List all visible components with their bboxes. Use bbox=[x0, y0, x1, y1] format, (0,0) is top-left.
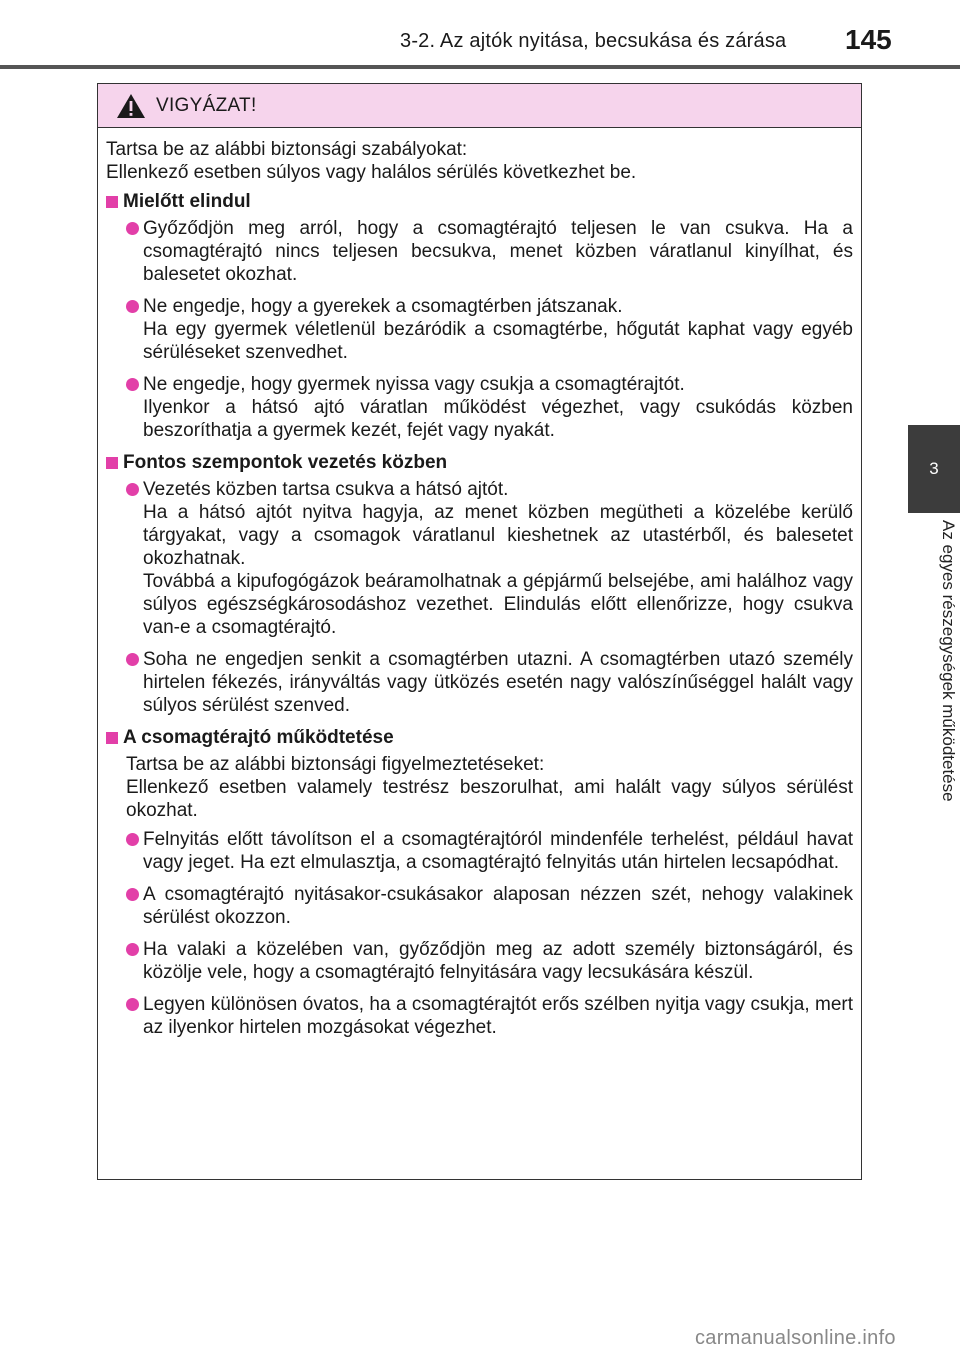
intro-line: Tartsa be az alábbi biztonsági szabályokat: bbox=[106, 139, 468, 160]
chapter-number: 3 bbox=[929, 459, 939, 478]
circle-bullet-icon bbox=[126, 653, 139, 666]
warning-intro bbox=[106, 138, 853, 184]
square-bullet-icon bbox=[106, 732, 118, 744]
chapter-label: Az egyes részegységek működtetése bbox=[939, 520, 958, 802]
list-item bbox=[106, 217, 853, 286]
intro-line: Ellenkező esetben súlyos vagy halálos sérülés következhet be. bbox=[106, 162, 637, 183]
header-title: 3-2. Az ajtók nyitása, becsukása és zárása bbox=[400, 30, 787, 52]
square-bullet-icon bbox=[106, 196, 118, 208]
section-title: Mielőtt elindul bbox=[123, 191, 251, 212]
note-line: Tartsa be az alábbi biztonsági figyelmeztetéseket: bbox=[126, 754, 545, 775]
list-item-text: Ilyenkor a hátsó ajtó váratlan működést végezhet, vagy csukódás közben beszoríthatja a gyermek kezét, fejét vagy nyakát. bbox=[143, 397, 853, 441]
warning-box bbox=[97, 83, 862, 1180]
chapter-tab bbox=[908, 425, 960, 513]
header-divider bbox=[0, 65, 960, 69]
list-item bbox=[106, 828, 853, 874]
list-item-text: Ha egy gyermek véletlenül bezáródik a csomagtérbe, hőgutát kaphat vagy egyéb sérüléseket szenvedhet. bbox=[143, 319, 853, 363]
square-bullet-icon bbox=[106, 457, 118, 469]
section-title: Fontos szempontok vezetés közben bbox=[123, 452, 448, 473]
list-item bbox=[106, 478, 853, 639]
section-note bbox=[106, 753, 853, 822]
list-item-text: Vezetés közben tartsa csukva a hátsó ajtót. bbox=[143, 479, 509, 500]
list-item-text: Ne engedje, hogy gyermek nyissa vagy csukja a csomagtérajtót. bbox=[143, 374, 685, 395]
circle-bullet-icon bbox=[126, 998, 139, 1011]
page-number: 145 bbox=[845, 24, 892, 55]
list-item-text: Továbbá a kipufogógázok beáramolhatnak a gépjármű belsejébe, ami halálhoz vagy súlyos egészségkárosodáshoz vezethet. Elindulás előtt ellenőrizze, hogy csukva van-e a csomagtérajtó. bbox=[143, 571, 853, 638]
list-item bbox=[106, 295, 853, 364]
list-item-text: Ha a hátsó ajtót nyitva hagyja, az menet közben megütheti a közelébe kerülő tárgyakat, vagy a csomagok váratlanul kieshetnek az utastérből, és balesetet okozhatnak. bbox=[143, 502, 853, 569]
list-item-text: Győződjön meg arról, hogy a csomagtérajtó teljesen le van csukva. Ha a csomagtérajtó nincs teljesen becsukva, menet közben váratlanul kinyílhat, és balesetet okozhat. bbox=[143, 218, 853, 285]
list-item bbox=[106, 938, 853, 984]
list-item bbox=[106, 993, 853, 1039]
list-item bbox=[106, 648, 853, 717]
circle-bullet-icon bbox=[126, 943, 139, 956]
section-heading bbox=[106, 190, 853, 213]
list-item-text: Soha ne engedjen senkit a csomagtérben utazni. A csomagtérben utazó személy hirtelen fékezés, irányváltás vagy ütközés esetén nagy valószínűséggel halált vagy súlyos sérülést szenved. bbox=[143, 649, 853, 716]
list-item-text: A csomagtérajtó nyitásakor-csukásakor alaposan nézzen szét, nehogy valakinek sérülést okozzon. bbox=[143, 884, 853, 928]
section-title: A csomagtérajtó működtetése bbox=[123, 727, 394, 748]
warning-title: VIGYÁZAT! bbox=[156, 94, 257, 116]
circle-bullet-icon bbox=[126, 378, 139, 391]
note-line: Ellenkező esetben valamely testrész beszorulhat, ami halált vagy súlyos sérülést okozhat. bbox=[126, 777, 853, 821]
circle-bullet-icon bbox=[126, 833, 139, 846]
section-heading bbox=[106, 726, 853, 749]
circle-bullet-icon bbox=[126, 483, 139, 496]
warning-header bbox=[98, 84, 861, 128]
circle-bullet-icon bbox=[126, 222, 139, 235]
list-item bbox=[106, 883, 853, 929]
circle-bullet-icon bbox=[126, 300, 139, 313]
circle-bullet-icon bbox=[126, 888, 139, 901]
warning-body bbox=[98, 128, 861, 1039]
warning-triangle-icon bbox=[116, 93, 146, 119]
list-item bbox=[106, 373, 853, 442]
list-item-text: Legyen különösen óvatos, ha a csomagtérajtót erős szélben nyitja vagy csukja, mert az ilyenkor hirtelen mozgásokat végezhet. bbox=[143, 994, 853, 1038]
list-item-text: Ha valaki a közelében van, győződjön meg az adott személy biztonságáról, és közölje vele, hogy a csomagtérajtó felnyitására vagy lecsukására készül. bbox=[143, 939, 853, 983]
watermark: carmanualsonline.info bbox=[695, 1327, 896, 1349]
list-item-text: Felnyitás előtt távolítson el a csomagtérajtóról mindenféle terhelést, például havat vagy jeget. Ha ezt elmulasztja, a csomagtérajtó felnyitás után hirtelen lecsapódhat. bbox=[143, 829, 853, 873]
section-heading bbox=[106, 451, 853, 474]
list-item-text: Ne engedje, hogy a gyerekek a csomagtérben játszanak. bbox=[143, 296, 623, 317]
